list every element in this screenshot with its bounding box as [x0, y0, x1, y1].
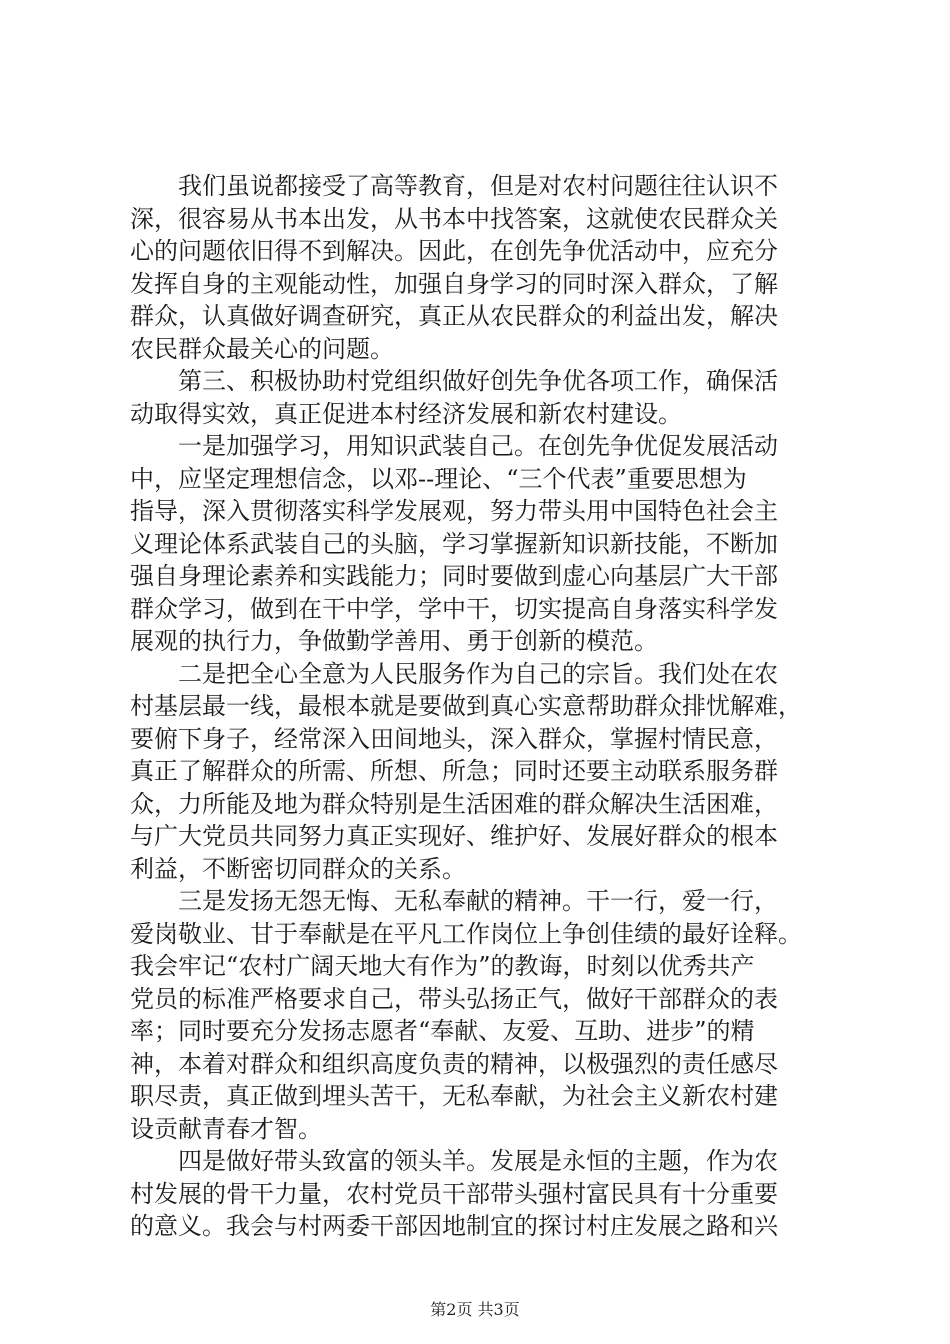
text-line: 要俯下身子，经常深入田间地头，深入群众，掌握村情民意， [130, 724, 778, 753]
text-line: 村发展的骨干力量，农村党员干部带头强村富民具有十分重要 [130, 1179, 778, 1208]
text-line: 义理论体系武装自己的头脑，学习掌握新知识新技能，不断加 [130, 529, 778, 558]
paragraph-4 [130, 658, 830, 886]
text-line: 强自身理论素养和实践能力；同时要做到虚心向基层广大干部 [130, 562, 778, 590]
text-line: 二是把全心全意为人民服务作为自己的宗旨。我们处在农 [130, 659, 778, 688]
text-line: 发挥自身的主观能动性，加强自身学习的同时深入群众，了解 [130, 269, 778, 298]
text-line: 展观的执行力，争做勤学善用、勇于创新的模范。 [130, 627, 658, 655]
document-body [130, 170, 830, 1243]
text-line: 群众，认真做好调查研究，真正从农民群众的利益出发，解决 [130, 302, 778, 330]
text-line: 与广大党员共同努力真正实现好、维护好、发展好群众的根本 [130, 822, 778, 850]
text-line: 我会牢记“农村广阔天地大有作为”的教诲，时刻以优秀共产 [130, 952, 755, 980]
text-line: 群众学习，做到在干中学，学中干，切实提高自身落实科学发 [130, 594, 778, 623]
text-line: 四是做好带头致富的领头羊。发展是永恒的主题，作为农 [130, 1147, 778, 1175]
text-line: 党员的标准严格要求自己，带头弘扬正气，做好干部群众的表 [130, 984, 778, 1013]
paragraph-6 [130, 1145, 830, 1243]
text-line: 指导，深入贯彻落实科学发展观，努力带头用中国特色社会主 [130, 497, 778, 525]
page-number-footer: 第2页 共3页 [430, 1300, 520, 1319]
text-line: 一是加强学习，用知识武装自己。在创先争优促发展活动 [130, 432, 778, 460]
paragraph-5 [130, 885, 830, 1145]
paragraph-1 [130, 170, 830, 365]
paragraph-2 [130, 365, 830, 430]
text-line: 神，本着对群众和组织高度负责的精神，以极强烈的责任感尽 [130, 1049, 778, 1078]
text-line: 村基层最一线，最根本就是要做到真心实意帮助群众排忧解难， [130, 692, 802, 720]
text-line: 率；同时要充分发扬志愿者“奉献、友爱、互助、进步”的精 [130, 1017, 755, 1045]
text-line: 中，应坚定理想信念，以邓--理论、“三个代表”重要思想为 [130, 464, 747, 493]
text-line: 三是发扬无怨无悔、无私奉献的精神。干一行，爱一行， [130, 887, 778, 915]
text-line: 第三、积极协助村党组织做好创先争优各项工作，确保活 [130, 367, 778, 395]
text-line: 的意义。我会与村两委干部因地制宜的探讨村庄发展之路和兴 [130, 1212, 778, 1240]
text-line: 众，力所能及地为群众特别是生活困难的群众解决生活困难， [130, 789, 778, 818]
text-line: 心的问题依旧得不到解决。因此，在创先争优活动中，应充分 [130, 237, 778, 265]
text-line: 爱岗敬业、甘于奉献是在平凡工作岗位上争创佳绩的最好诠释。 [130, 919, 802, 948]
paragraph-3 [130, 430, 830, 658]
text-line: 利益，不断密切同群众的关系。 [130, 854, 466, 883]
text-line: 动取得实效，真正促进本村经济发展和新农村建设。 [130, 399, 682, 428]
text-line: 农民群众最关心的问题。 [130, 334, 394, 363]
text-line: 真正了解群众的所需、所想、所急；同时还要主动联系服务群 [130, 757, 778, 785]
text-line: 我们虽说都接受了高等教育，但是对农村问题往往认识不 [130, 172, 778, 200]
text-line: 职尽责，真正做到埋头苦干，无私奉献，为社会主义新农村建 [130, 1082, 778, 1110]
text-line: 设贡献青春才智。 [130, 1114, 322, 1143]
text-line: 深，很容易从书本出发，从书本中找答案，这就使农民群众关 [130, 204, 778, 233]
